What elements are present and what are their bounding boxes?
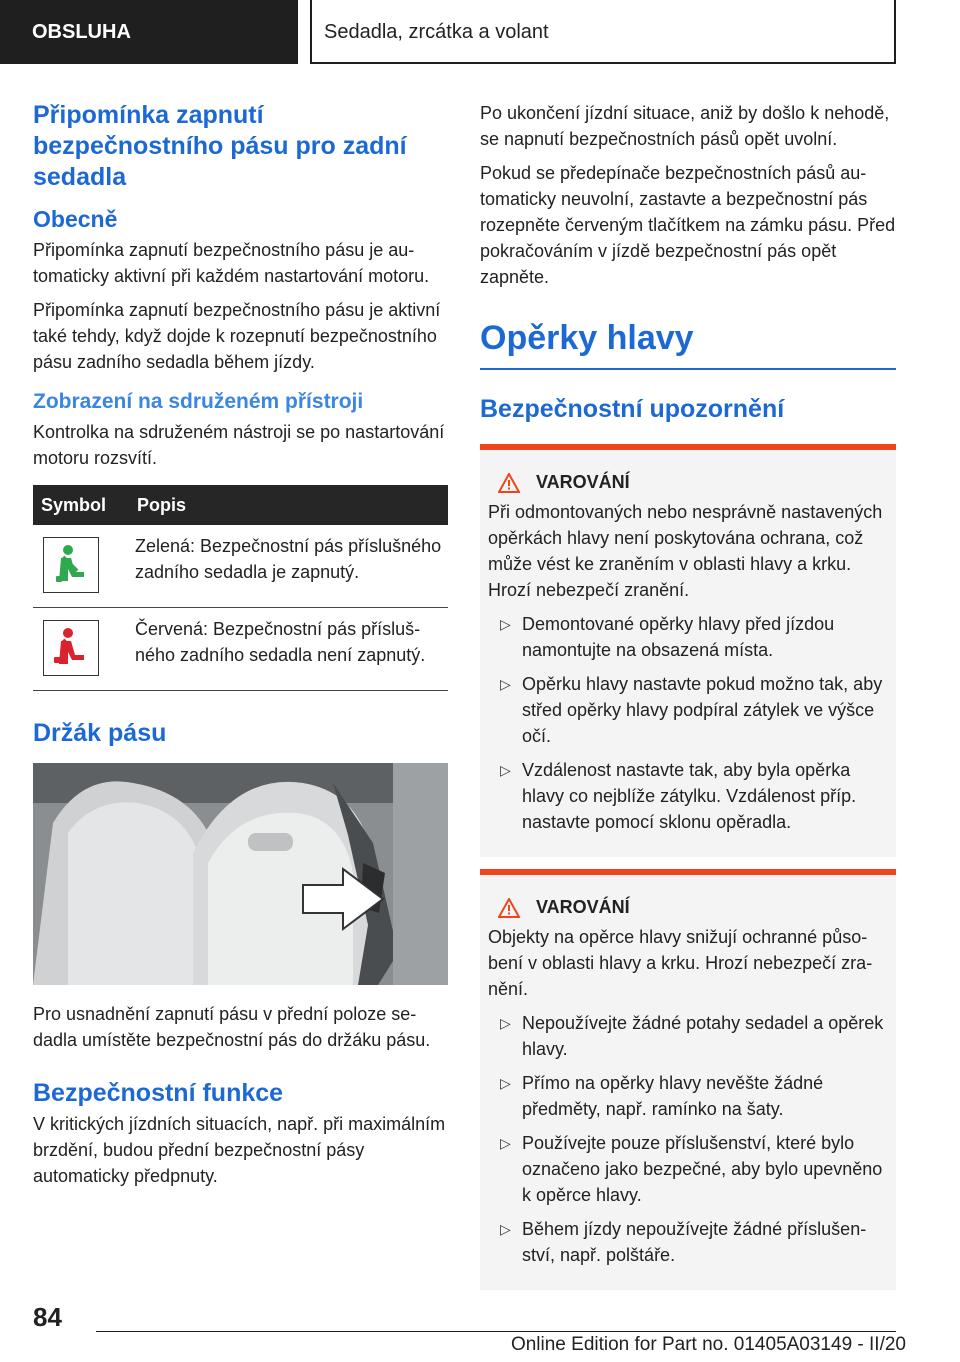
right-paragraph-2: Pokud se předepínače bezpečnostních pásů automaticky neuvolní, zastavte a bezpečnostní pás rozepněte červeným tlačítkem na zámku pásu. Před pokračováním v jízdě bezpečnostní pás opět zapněte. bbox=[480, 163, 896, 287]
holder-heading: Držák pásu bbox=[33, 719, 167, 747]
bullet-arrow-icon: ▷ bbox=[500, 762, 511, 778]
bullet-arrow-icon: ▷ bbox=[500, 1135, 511, 1151]
warning-text: Při odmontovaných nebo nesprávně nastavených opěrkách hlavy není poskytována ochrana, což může vést ke zraněním v oblasti hlavy a krku. Hrozí nebezpečí zranění. bbox=[488, 502, 883, 600]
section-label: OBSLUHA bbox=[0, 0, 298, 64]
warning-box bbox=[480, 869, 896, 1290]
function-heading: Bezpečnostní funkce bbox=[33, 1079, 284, 1107]
display-heading: Zobrazení na sdruženém přístroji bbox=[33, 390, 364, 413]
warning-text: Objekty na opěrce hlavy snižují ochranné působení v oblasti hlavy a krku. Hrozí nebezpečí zranění. bbox=[488, 927, 873, 999]
symbol-table bbox=[33, 485, 448, 691]
footer-edition: Online Edition for Part no. 01405A03149 - II/20 bbox=[510, 1334, 906, 1355]
warning-label: VAROVÁNÍ bbox=[536, 472, 630, 492]
headrest-heading: Opěrky hlavy bbox=[480, 318, 896, 370]
display-paragraph: Kontrolka na sdruženém nástroji se po nastartování motoru rozsvítí. bbox=[33, 422, 445, 468]
warning-label: VAROVÁNÍ bbox=[536, 897, 630, 917]
list-item: ▷ Nepoužívejte žádné potahy sedadel a opěrek hlavy. bbox=[488, 1010, 888, 1062]
page-number: 84 bbox=[33, 1302, 62, 1332]
table-row bbox=[33, 525, 448, 608]
chapter-label: Sedadla, zrcátka a volant bbox=[312, 0, 896, 64]
bullet-arrow-icon: ▷ bbox=[500, 616, 511, 632]
list-item: ▷ Demontované opěrky hlavy před jízdou namontujte na obsazená místa. bbox=[488, 611, 888, 663]
warning-triangle-icon bbox=[498, 898, 520, 918]
function-paragraph: V kritických jízdních situacích, např. při maximálním brzdění, budou přední bezpečnostní pásy automaticky předpnuty. bbox=[33, 1114, 446, 1186]
belt-holder-photo bbox=[33, 763, 448, 985]
table-row bbox=[33, 608, 448, 691]
right-column bbox=[480, 100, 896, 1302]
bullet-arrow-icon: ▷ bbox=[500, 676, 511, 692]
seatbelt-fastened-green-icon bbox=[43, 537, 99, 593]
list-item: ▷ Během jízdy nepoužívejte žádné příslušenství, např. polštáře. bbox=[488, 1216, 888, 1268]
warning-list bbox=[488, 1010, 888, 1268]
warning-list bbox=[488, 611, 888, 835]
list-item: ▷ Používejte pouze příslušenství, které bylo označeno jako bezpečné, aby bylo upevněno k opěrce hlavy. bbox=[488, 1130, 888, 1208]
bullet-arrow-icon: ▷ bbox=[500, 1221, 511, 1237]
left-column bbox=[33, 100, 448, 1197]
safety-heading: Bezpečnostní upozornění bbox=[480, 395, 785, 423]
right-paragraph-1: Po ukončení jízdní situace, aniž by došlo k nehodě, se napnutí bezpečnostních pásů opět uvolní. bbox=[480, 103, 890, 149]
footer-divider bbox=[96, 1331, 896, 1332]
page-header bbox=[0, 0, 960, 66]
bullet-arrow-icon: ▷ bbox=[500, 1075, 511, 1091]
obecne-heading: Obecně bbox=[33, 206, 118, 232]
warning-triangle-icon bbox=[498, 473, 520, 493]
list-item: ▷ Vzdálenost nastavte tak, aby byla opěrka hlavy co nejblíže zátylku. Vzdálenost příp. nastavte pomocí sklonu opěradla. bbox=[488, 757, 888, 835]
row-description: Červená: Bezpečnostní pás příslušného zadního sedadla není zapnutý. bbox=[129, 608, 448, 691]
list-item: ▷ Přímo na opěrky hlavy nevěšte žádné předměty, např. ramínko na šaty. bbox=[488, 1070, 888, 1122]
holder-paragraph: Pro usnadnění zapnutí pásu v přední poloze sedadla umístěte bezpečnostní pás do držáku pásu. bbox=[33, 1004, 431, 1050]
section-title: Připomínka zapnutí bezpečnostního pásu pro zadní sedadla bbox=[33, 101, 407, 191]
col-popis-header: Popis bbox=[129, 485, 448, 525]
row-description: Zelená: Bezpečnostní pás příslušného zadního sedadla je zapnutý. bbox=[129, 525, 448, 608]
bullet-arrow-icon: ▷ bbox=[500, 1015, 511, 1031]
seatbelt-unfastened-red-icon bbox=[43, 620, 99, 676]
warning-box bbox=[480, 444, 896, 857]
obecne-paragraph-1: Připomínka zapnutí bezpečnostního pásu je automaticky aktivní při každém nastartování motoru. bbox=[33, 240, 430, 286]
obecne-paragraph-2: Připomínka zapnutí bezpečnostního pásu je aktivní také tehdy, když dojde k rozepnutí bezpečnostního pásu zadního sedadla během jízdy. bbox=[33, 300, 441, 372]
col-symbol-header: Symbol bbox=[33, 485, 129, 525]
list-item: ▷ Opěrku hlavy nastavte pokud možno tak, aby střed opěrky hlavy podpíral zátylek ve výšce očí. bbox=[488, 671, 888, 749]
